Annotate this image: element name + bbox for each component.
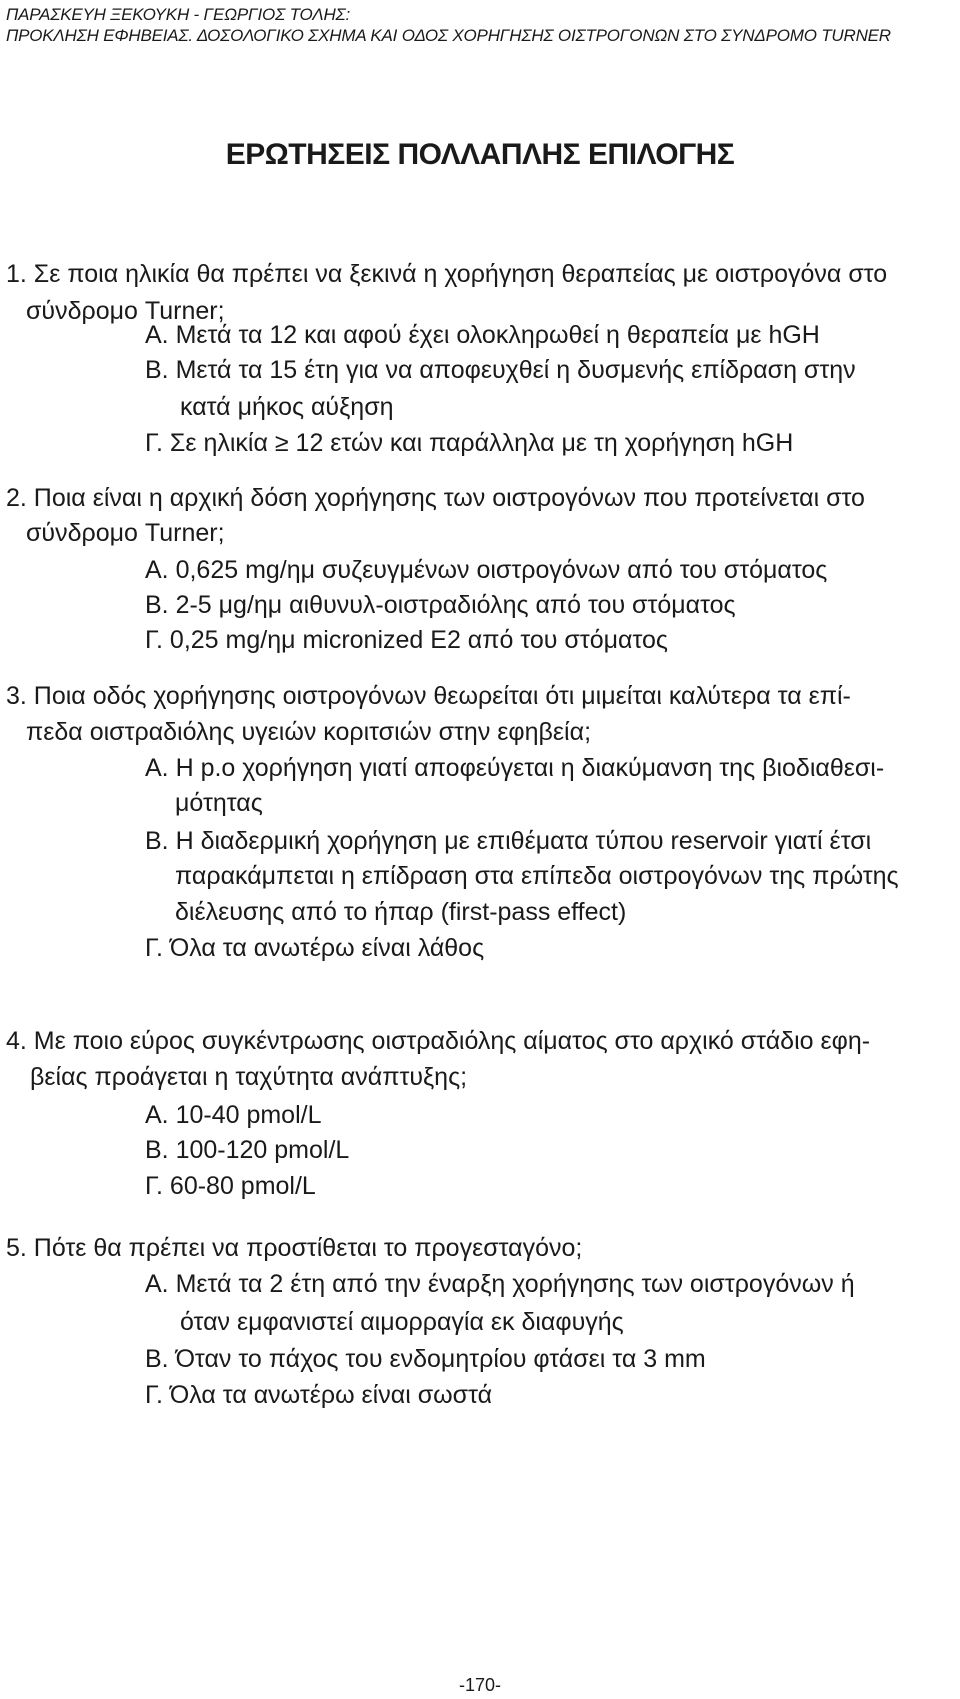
question-3-option-1-line: μότητας — [175, 789, 263, 817]
question-2-option-2-line: Β. 2-5 μg/ημ αιθυνυλ-οιστραδιόλης από του στόματος — [145, 591, 736, 619]
question-3-option-1-line: Α. Η p.o χορήγηση γιατί αποφεύγεται η διακύμανση της βιοδιαθεσι- — [145, 754, 885, 782]
page-number: -170- — [458, 1675, 502, 1695]
question-4-option-1-line: Α. 10-40 pmol/L — [145, 1101, 322, 1129]
question-1-stem-line: 1. Σε ποια ηλικία θα πρέπει να ξεκινά η χορήγηση θεραπείας με οιστρογόνα στο — [6, 260, 888, 288]
question-2-stem-line: σύνδρομο Turner; — [26, 519, 225, 547]
question-1-option-3-line: Γ. Σε ηλικία ≥ 12 ετών και παράλληλα με τη χορήγηση hGH — [145, 429, 794, 457]
question-2-option-1-line: Α. 0,625 mg/ημ συζευγμένων οιστρογόνων από του στόματος — [145, 556, 828, 584]
question-1-option-1-line: Α. Μετά τα 12 και αφού έχει ολοκληρωθεί η θεραπεία με hGH — [145, 321, 820, 349]
running-head-authors: ΠΑΡΑΣΚΕΥΗ ΞΕΚΟΥΚΗ - ΓΕΩΡΓΙΟΣ ΤΟΛΗΣ: — [6, 5, 351, 24]
question-5-option-1-line: Α. Μετά τα 2 έτη από την έναρξη χορήγησης των οιστρογόνων ή — [145, 1270, 855, 1298]
running-head-article-title: ΠΡΟΚΛΗΣΗ ΕΦΗΒΕΙΑΣ. ΔΟΣΟΛΟΓΙΚΟ ΣΧΗΜΑ ΚΑΙ ΟΔΟΣ ΧΟΡΗΓΗΣΗΣ ΟΙΣΤΡΟΓΟΝΩΝ ΣΤΟ ΣΥΝΔΡΟΜΟ TURNER — [6, 26, 891, 45]
section-title: ΕΡΩΤΗΣΕΙΣ ΠΟΛΛΑΠΛΗΣ ΕΠΙΛΟΓΗΣ — [225, 138, 735, 171]
question-1-option-2-line: κατά μήκος αύξηση — [180, 393, 394, 421]
question-1-option-2-line: Β. Μετά τα 15 έτη για να αποφευχθεί η δυσμενής επίδραση στην — [145, 356, 856, 384]
question-3-stem-line: 3. Ποια οδός χορήγησης οιστρογόνων θεωρείται ότι μιμείται καλύτερα τα επί- — [6, 682, 851, 710]
question-4-option-3-line: Γ. 60-80 pmol/L — [145, 1172, 316, 1200]
question-5-option-2-line: Β. Όταν το πάχος του ενδομητρίου φτάσει τα 3 mm — [145, 1345, 706, 1373]
question-4-option-2-line: Β. 100-120 pmol/L — [145, 1136, 350, 1164]
question-2-option-3-line: Γ. 0,25 mg/ημ micronized E2 από του στόματος — [145, 626, 668, 654]
question-4-stem-line: 4. Με ποιο εύρος συγκέντρωσης οιστραδιόλης αίματος στο αρχικό στάδιο εφη- — [6, 1027, 871, 1055]
question-5-option-3-line: Γ. Όλα τα ανωτέρω είναι σωστά — [145, 1381, 493, 1409]
question-2-stem-line: 2. Ποια είναι η αρχική δόση χορήγησης των οιστρογόνων που προτείνεται στο — [6, 484, 865, 512]
question-3-option-3-line: Γ. Όλα τα ανωτέρω είναι λάθος — [145, 934, 485, 962]
question-5-stem-line: 5. Πότε θα πρέπει να προστίθεται το προγεσταγόνο; — [6, 1234, 583, 1262]
question-3-stem-line: πεδα οιστραδιόλης υγειών κοριτσιών στην εφηβεία; — [26, 718, 592, 746]
question-5-option-1-line: όταν εμφανιστεί αιμορραγία εκ διαφυγής — [180, 1308, 624, 1336]
question-3-option-2-line: παρακάμπεται η επίδραση στα επίπεδα οιστρογόνων της πρώτης — [175, 862, 899, 890]
question-1-stem-line: σύνδρομο Turner; — [26, 297, 225, 325]
question-4-stem-line: βείας προάγεται η ταχύτητα ανάπτυξης; — [30, 1063, 468, 1091]
question-3-option-2-line: Β. Η διαδερμική χορήγηση με επιθέματα τύπου reservoir γιατί έτσι — [145, 827, 872, 855]
question-3-option-2-line: διέλευσης από το ήπαρ (first-pass effect) — [175, 898, 627, 926]
